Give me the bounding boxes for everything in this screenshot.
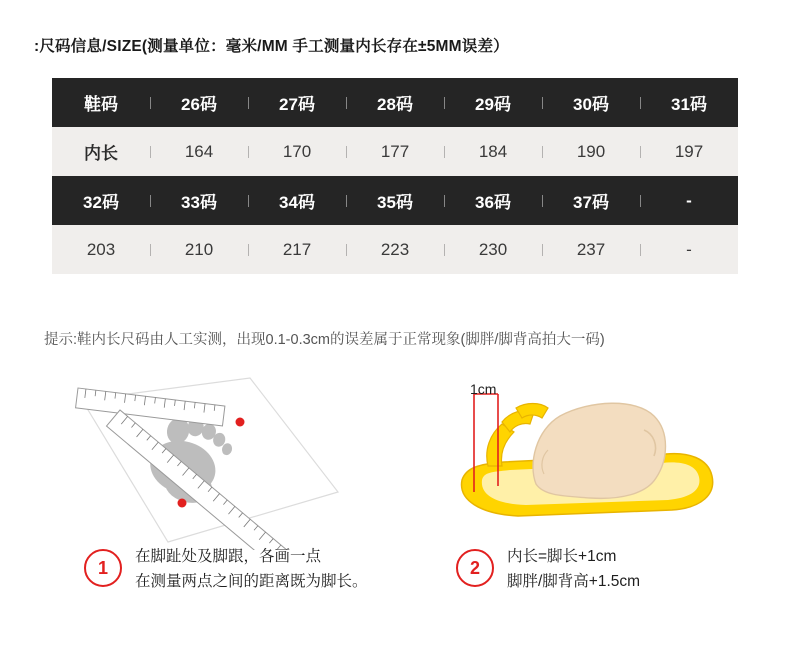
table-row: [52, 225, 738, 274]
caption-text: [135, 544, 368, 594]
caption-line: 在测量两点之间的距离既为脚长。: [135, 573, 368, 590]
table-cell: 31码: [640, 78, 738, 127]
toe-point-marker: [236, 418, 245, 427]
step-number-badge: 1: [84, 549, 122, 587]
caption-step-2: [456, 544, 640, 594]
size-table: [52, 78, 738, 274]
table-cell: 217: [248, 225, 346, 274]
table-row: [52, 78, 738, 127]
measurement-tip-text: 提示:鞋内长尺码由人工实测，出现0.1-0.3cm的误差属于正常现象(脚胖/脚背高拍大一码): [44, 332, 605, 348]
row-header-inner-length: 内长: [84, 144, 118, 163]
table-cell: 28码: [346, 78, 444, 127]
table-cell: 190: [542, 127, 640, 176]
table-cell: 32码: [83, 193, 119, 212]
page-title: :尺码信息/SIZE(测量单位：毫米/MM 手工测量内长存在±5MM误差）: [34, 38, 509, 55]
table-cell: 230: [444, 225, 542, 274]
table-cell: 35码: [346, 176, 444, 225]
table-cell: 237: [542, 225, 640, 274]
table-cell: 170: [248, 127, 346, 176]
table-cell: 37码: [542, 176, 640, 225]
caption-line: 脚胖/脚背高+1.5cm: [507, 573, 641, 590]
table-cell: 26码: [150, 78, 248, 127]
table-cell: 223: [346, 225, 444, 274]
foot-tracing-illustration: [60, 370, 360, 550]
table-cell: 33码: [150, 176, 248, 225]
caption-line: 内长=脚长+1cm: [507, 548, 617, 565]
table-cell: 27码: [248, 78, 346, 127]
table-row: [52, 176, 738, 225]
table-cell: 29码: [444, 78, 542, 127]
row-header-shoe-size: 鞋码: [84, 95, 118, 114]
caption-step-1: [84, 544, 368, 594]
step-number-badge: 2: [456, 549, 494, 587]
table-cell: 210: [150, 225, 248, 274]
table-cell: -: [640, 225, 738, 274]
table-cell: 164: [150, 127, 248, 176]
caption-text: [507, 544, 640, 594]
table-cell: 197: [640, 127, 738, 176]
heel-point-marker: [178, 499, 187, 508]
table-cell: 30码: [542, 78, 640, 127]
table-cell: -: [640, 176, 738, 225]
table-row: [52, 127, 738, 176]
table-cell: 36码: [444, 176, 542, 225]
one-cm-label: 1cm: [470, 381, 497, 397]
table-cell: 34码: [248, 176, 346, 225]
table-cell: 184: [444, 127, 542, 176]
caption-line: 在脚趾处及脚跟，各画一点: [135, 548, 322, 565]
table-cell: 177: [346, 127, 444, 176]
table-cell: 203: [86, 239, 116, 259]
